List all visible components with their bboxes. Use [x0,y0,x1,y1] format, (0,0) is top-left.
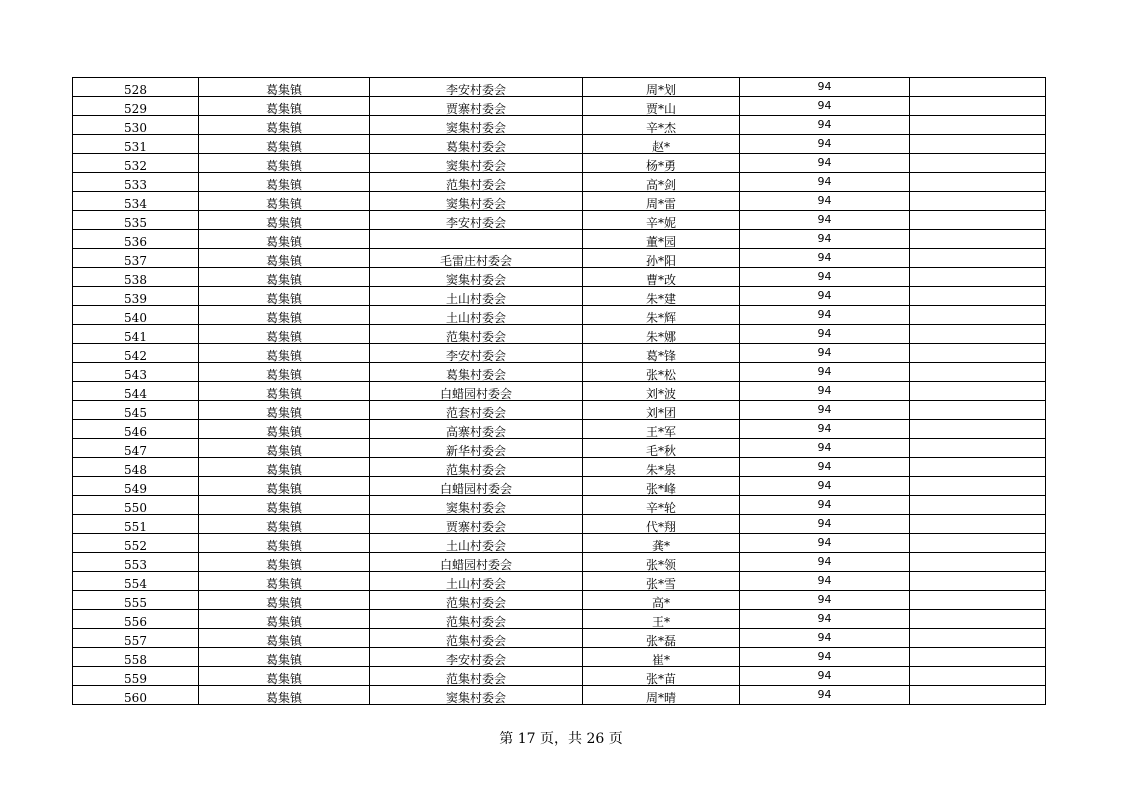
name-cell: 周*雷 [583,192,740,211]
score-cell: 94 [740,382,910,401]
remark-cell [910,268,1046,287]
table-row [73,268,1046,287]
row-number-cell: 552 [73,534,199,553]
village-cell: 李安村委会 [370,648,583,667]
name-cell: 杨*勇 [583,154,740,173]
village-cell: 范集村委会 [370,667,583,686]
score-cell: 94 [740,534,910,553]
name-cell: 辛*轮 [583,496,740,515]
village-cell: 窦集村委会 [370,268,583,287]
remark-cell [910,458,1046,477]
town-cell: 葛集镇 [199,667,370,686]
remark-cell [910,306,1046,325]
name-cell: 董*园 [583,230,740,249]
remark-cell [910,192,1046,211]
score-cell: 94 [740,496,910,515]
name-cell: 高*剑 [583,173,740,192]
row-number-cell: 557 [73,629,199,648]
table-row [73,230,1046,249]
table-row [73,382,1046,401]
score-cell: 94 [740,97,910,116]
table-row [73,135,1046,154]
score-cell: 94 [740,591,910,610]
score-cell: 94 [740,667,910,686]
score-cell: 94 [740,287,910,306]
row-number-cell: 545 [73,401,199,420]
table-row [73,287,1046,306]
remark-cell [910,496,1046,515]
remark-cell [910,686,1046,705]
remark-cell [910,287,1046,306]
row-number-cell: 533 [73,173,199,192]
town-cell: 葛集镇 [199,154,370,173]
town-cell: 葛集镇 [199,97,370,116]
row-number-cell: 560 [73,686,199,705]
row-number-cell: 556 [73,610,199,629]
village-cell: 白蜡园村委会 [370,477,583,496]
remark-cell [910,363,1046,382]
village-cell: 窦集村委会 [370,686,583,705]
village-cell: 土山村委会 [370,306,583,325]
village-cell: 李安村委会 [370,211,583,230]
name-cell: 崔* [583,648,740,667]
village-cell: 高寨村委会 [370,420,583,439]
name-cell: 曹*改 [583,268,740,287]
remark-cell [910,230,1046,249]
village-cell: 范集村委会 [370,610,583,629]
town-cell: 葛集镇 [199,553,370,572]
score-cell: 94 [740,325,910,344]
table-row [73,173,1046,192]
score-cell: 94 [740,116,910,135]
row-number-cell: 537 [73,249,199,268]
table-row [73,306,1046,325]
remark-cell [910,154,1046,173]
name-cell: 王* [583,610,740,629]
score-cell: 94 [740,211,910,230]
remark-cell [910,173,1046,192]
remark-cell [910,97,1046,116]
town-cell: 葛集镇 [199,268,370,287]
name-cell: 张*苗 [583,667,740,686]
name-cell: 葛*锋 [583,344,740,363]
score-cell: 94 [740,192,910,211]
table-row [73,591,1046,610]
table-row [73,211,1046,230]
table-row [73,553,1046,572]
town-cell: 葛集镇 [199,401,370,420]
town-cell: 葛集镇 [199,458,370,477]
village-cell [370,230,583,249]
town-cell: 葛集镇 [199,686,370,705]
town-cell: 葛集镇 [199,629,370,648]
row-number-cell: 548 [73,458,199,477]
table-row [73,629,1046,648]
row-number-cell: 543 [73,363,199,382]
town-cell: 葛集镇 [199,249,370,268]
town-cell: 葛集镇 [199,496,370,515]
village-cell: 葛集村委会 [370,363,583,382]
village-cell: 窦集村委会 [370,496,583,515]
row-number-cell: 546 [73,420,199,439]
remark-cell [910,534,1046,553]
town-cell: 葛集镇 [199,78,370,97]
name-cell: 刘*波 [583,382,740,401]
row-number-cell: 554 [73,572,199,591]
town-cell: 葛集镇 [199,515,370,534]
table-row [73,477,1046,496]
village-cell: 土山村委会 [370,572,583,591]
score-cell: 94 [740,439,910,458]
remark-cell [910,439,1046,458]
score-cell: 94 [740,572,910,591]
remark-cell [910,477,1046,496]
village-cell: 贾寨村委会 [370,97,583,116]
village-cell: 范集村委会 [370,325,583,344]
name-cell: 贾*山 [583,97,740,116]
name-cell: 刘*团 [583,401,740,420]
village-cell: 范集村委会 [370,629,583,648]
row-number-cell: 550 [73,496,199,515]
remark-cell [910,116,1046,135]
town-cell: 葛集镇 [199,382,370,401]
town-cell: 葛集镇 [199,344,370,363]
remark-cell [910,135,1046,154]
town-cell: 葛集镇 [199,325,370,344]
name-cell: 张*雪 [583,572,740,591]
town-cell: 葛集镇 [199,591,370,610]
remark-cell [910,667,1046,686]
village-cell: 白蜡园村委会 [370,553,583,572]
score-cell: 94 [740,135,910,154]
name-cell: 王*军 [583,420,740,439]
village-cell: 新华村委会 [370,439,583,458]
town-cell: 葛集镇 [199,610,370,629]
row-number-cell: 530 [73,116,199,135]
score-cell: 94 [740,268,910,287]
row-number-cell: 542 [73,344,199,363]
row-number-cell: 540 [73,306,199,325]
town-cell: 葛集镇 [199,572,370,591]
name-cell: 朱*建 [583,287,740,306]
town-cell: 葛集镇 [199,363,370,382]
score-cell: 94 [740,458,910,477]
row-number-cell: 536 [73,230,199,249]
table-row [73,534,1046,553]
town-cell: 葛集镇 [199,306,370,325]
village-cell: 葛集村委会 [370,135,583,154]
score-cell: 94 [740,553,910,572]
remark-cell [910,648,1046,667]
remark-cell [910,382,1046,401]
table-row [73,686,1046,705]
name-cell: 毛*秋 [583,439,740,458]
table-row [73,154,1046,173]
name-cell: 高* [583,591,740,610]
town-cell: 葛集镇 [199,420,370,439]
town-cell: 葛集镇 [199,477,370,496]
name-cell: 张*磊 [583,629,740,648]
table-row [73,420,1046,439]
town-cell: 葛集镇 [199,648,370,667]
town-cell: 葛集镇 [199,173,370,192]
remark-cell [910,249,1046,268]
village-cell: 范集村委会 [370,458,583,477]
table-row [73,116,1046,135]
table-row [73,667,1046,686]
remark-cell [910,591,1046,610]
table-row [73,458,1046,477]
row-number-cell: 555 [73,591,199,610]
village-cell: 贾寨村委会 [370,515,583,534]
town-cell: 葛集镇 [199,116,370,135]
score-cell: 94 [740,610,910,629]
row-number-cell: 551 [73,515,199,534]
name-cell: 张*松 [583,363,740,382]
remark-cell [910,629,1046,648]
name-cell: 朱*泉 [583,458,740,477]
name-cell: 孙*阳 [583,249,740,268]
row-number-cell: 549 [73,477,199,496]
score-cell: 94 [740,230,910,249]
score-cell: 94 [740,344,910,363]
name-cell: 朱*娜 [583,325,740,344]
score-cell: 94 [740,686,910,705]
table-row [73,648,1046,667]
town-cell: 葛集镇 [199,287,370,306]
village-cell: 土山村委会 [370,287,583,306]
name-cell: 辛*杰 [583,116,740,135]
village-cell: 白蜡园村委会 [370,382,583,401]
village-cell: 李安村委会 [370,78,583,97]
score-cell: 94 [740,78,910,97]
row-number-cell: 532 [73,154,199,173]
row-number-cell: 535 [73,211,199,230]
score-cell: 94 [740,477,910,496]
score-cell: 94 [740,306,910,325]
table-row [73,496,1046,515]
name-cell: 张*领 [583,553,740,572]
score-cell: 94 [740,420,910,439]
remark-cell [910,610,1046,629]
remark-cell [910,401,1046,420]
row-number-cell: 528 [73,78,199,97]
village-cell: 范套村委会 [370,401,583,420]
row-number-cell: 547 [73,439,199,458]
table-row [73,439,1046,458]
table-row [73,344,1046,363]
table-row [73,363,1046,382]
village-cell: 范集村委会 [370,173,583,192]
name-cell: 辛*妮 [583,211,740,230]
row-number-cell: 541 [73,325,199,344]
town-cell: 葛集镇 [199,192,370,211]
table-row [73,572,1046,591]
remark-cell [910,420,1046,439]
row-number-cell: 531 [73,135,199,154]
table-body [73,78,1046,705]
village-cell: 土山村委会 [370,534,583,553]
data-table [72,77,1046,705]
name-cell: 代*翔 [583,515,740,534]
name-cell: 龚* [583,534,740,553]
page-footer: 第 17 页，共 26 页 [499,731,623,747]
village-cell: 毛雷庄村委会 [370,249,583,268]
score-cell: 94 [740,173,910,192]
name-cell: 张*峰 [583,477,740,496]
town-cell: 葛集镇 [199,230,370,249]
remark-cell [910,572,1046,591]
row-number-cell: 553 [73,553,199,572]
village-cell: 李安村委会 [370,344,583,363]
row-number-cell: 529 [73,97,199,116]
town-cell: 葛集镇 [199,439,370,458]
remark-cell [910,515,1046,534]
remark-cell [910,325,1046,344]
score-cell: 94 [740,515,910,534]
score-cell: 94 [740,648,910,667]
row-number-cell: 538 [73,268,199,287]
table-row [73,325,1046,344]
town-cell: 葛集镇 [199,211,370,230]
table-row [73,610,1046,629]
score-cell: 94 [740,363,910,382]
town-cell: 葛集镇 [199,135,370,154]
village-cell: 窦集村委会 [370,116,583,135]
row-number-cell: 558 [73,648,199,667]
table-row [73,401,1046,420]
name-cell: 周*晴 [583,686,740,705]
town-cell: 葛集镇 [199,534,370,553]
row-number-cell: 544 [73,382,199,401]
table-row [73,515,1046,534]
table-row [73,249,1046,268]
name-cell: 赵* [583,135,740,154]
score-cell: 94 [740,249,910,268]
score-cell: 94 [740,629,910,648]
remark-cell [910,78,1046,97]
village-cell: 范集村委会 [370,591,583,610]
village-cell: 窦集村委会 [370,154,583,173]
village-cell: 窦集村委会 [370,192,583,211]
row-number-cell: 559 [73,667,199,686]
table-row [73,192,1046,211]
row-number-cell: 539 [73,287,199,306]
score-cell: 94 [740,401,910,420]
row-number-cell: 534 [73,192,199,211]
table-row [73,97,1046,116]
remark-cell [910,553,1046,572]
name-cell: 周*划 [583,78,740,97]
remark-cell [910,344,1046,363]
table-row [73,78,1046,97]
name-cell: 朱*辉 [583,306,740,325]
remark-cell [910,211,1046,230]
score-cell: 94 [740,154,910,173]
